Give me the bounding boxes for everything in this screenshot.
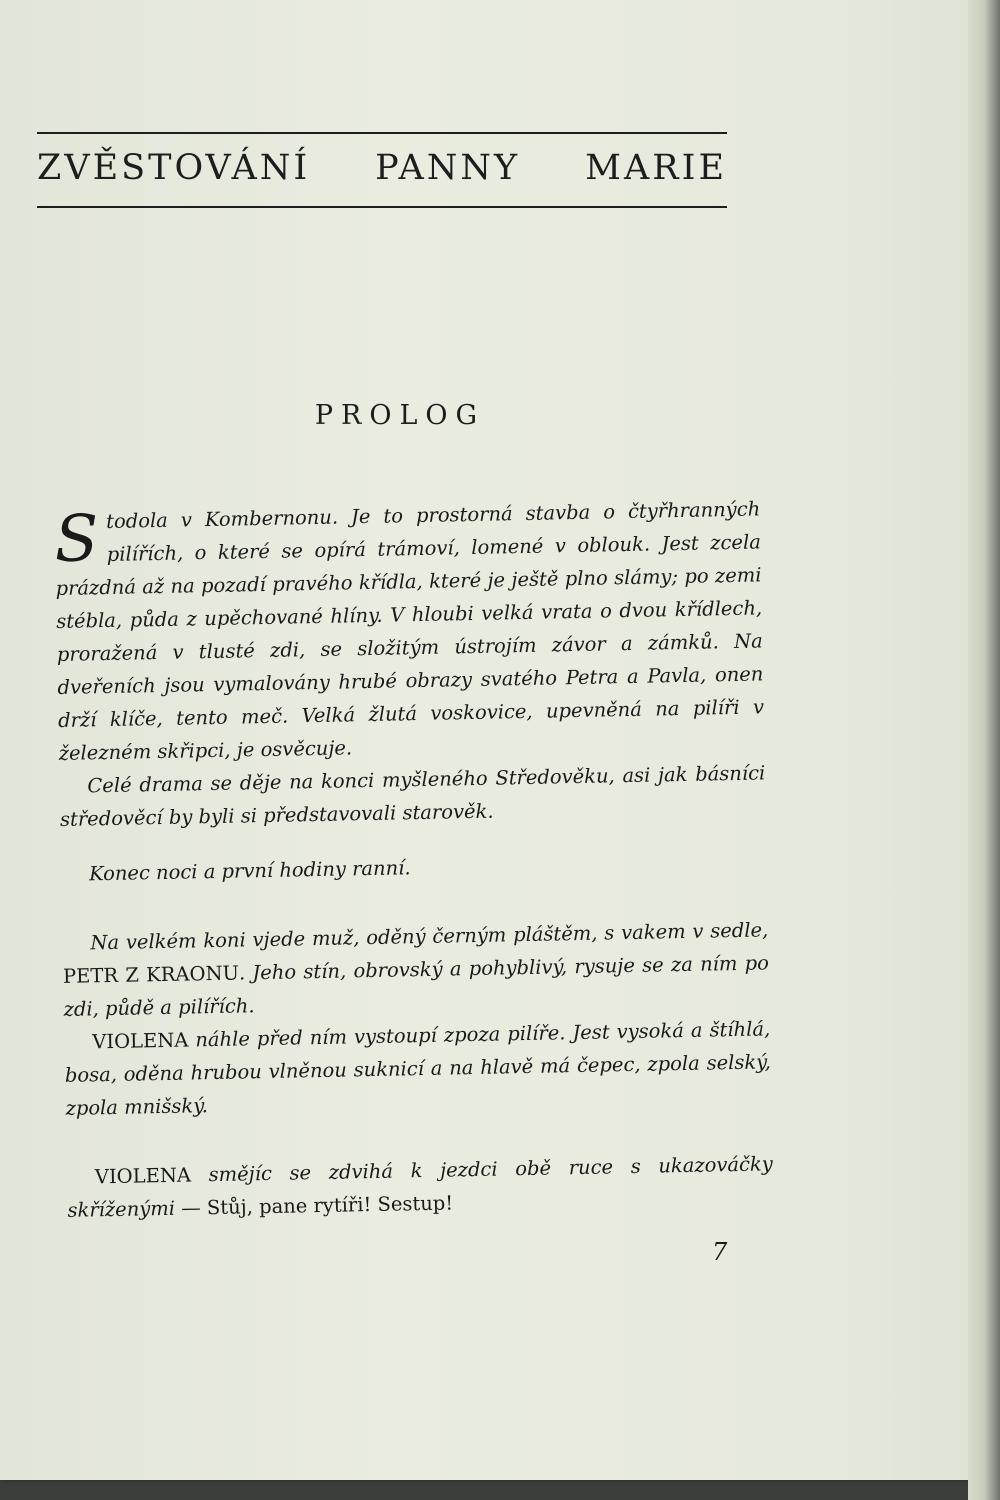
page-edge: [968, 0, 1000, 1500]
paragraph-text: Na velkém koni vjede muž, oděný černým pláštěm, s vakem v sedle,: [90, 918, 769, 955]
paragraph-era: Celé drama se děje na konci myšleného Středověku, asi jak básníci středověcí by byli si představovali starověk.: [59, 761, 766, 831]
paragraph-stage-setting: [54, 492, 765, 770]
paragraph-dialogue: [67, 1147, 774, 1227]
page-title: ZVĚSTOVÁNÍ PANNY MARIE: [37, 148, 727, 188]
character-name: VIOLENA: [92, 1028, 189, 1054]
paragraph-text: . Jeho stín, obrovský a pohyblivý, rysuje se za ním po zdi, půdě a pilířích.: [63, 951, 770, 1021]
character-name: PETR Z KRAONU: [62, 961, 240, 988]
stage-direction: smějíc se zdvihá k jezdci obě ruce s ukazováčky skříženými —: [67, 1152, 773, 1222]
paragraph-text: todola v Kombernonu. Je to prostorná stavba o čtyřhranných pilířích, o které se opírá trámoví, lomené v oblouk. Jest zcela prázdná až na pozadí pravého křídla, které je ještě plno slámy; po zemi stébla, půda z upěchované hlíny. V hloubi velká vrata o dvou křídlech, proražená v tlusté zdi, se složitým ústrojím závor a zámků. Na dveřeních jsou vymalovány hrubé obrazy svatého Petra a Pavla, onen drží klíče, tento meč. Velká žlutá voskovice, upevněná na pilíři v železném skřipci, je osvěcuje.: [55, 497, 765, 765]
paragraph-rider: [62, 913, 770, 1026]
paragraph-text: náhle před ním vystoupí zpoza pilíře. Jest vysoká a štíhlá, bosa, oděna hrubou vlněnou suknicí a na hlavě má čepec, zpola selský, zpola mnišský.: [64, 1017, 772, 1120]
character-name: VIOLENA: [94, 1163, 192, 1189]
title-rule-bottom: [37, 206, 727, 208]
title-rule-top: [37, 132, 727, 134]
section-heading: PROLOG: [314, 400, 486, 431]
page-number: 7: [712, 1238, 728, 1266]
body-text: [54, 492, 774, 1226]
paragraph-time: Konec noci a první hodiny ranní.: [88, 856, 411, 886]
dialogue-line: Stůj, pane rytíři! Sestup!: [206, 1191, 454, 1220]
paragraph-violena-entry: [64, 1012, 772, 1125]
drop-cap: S: [53, 502, 100, 577]
